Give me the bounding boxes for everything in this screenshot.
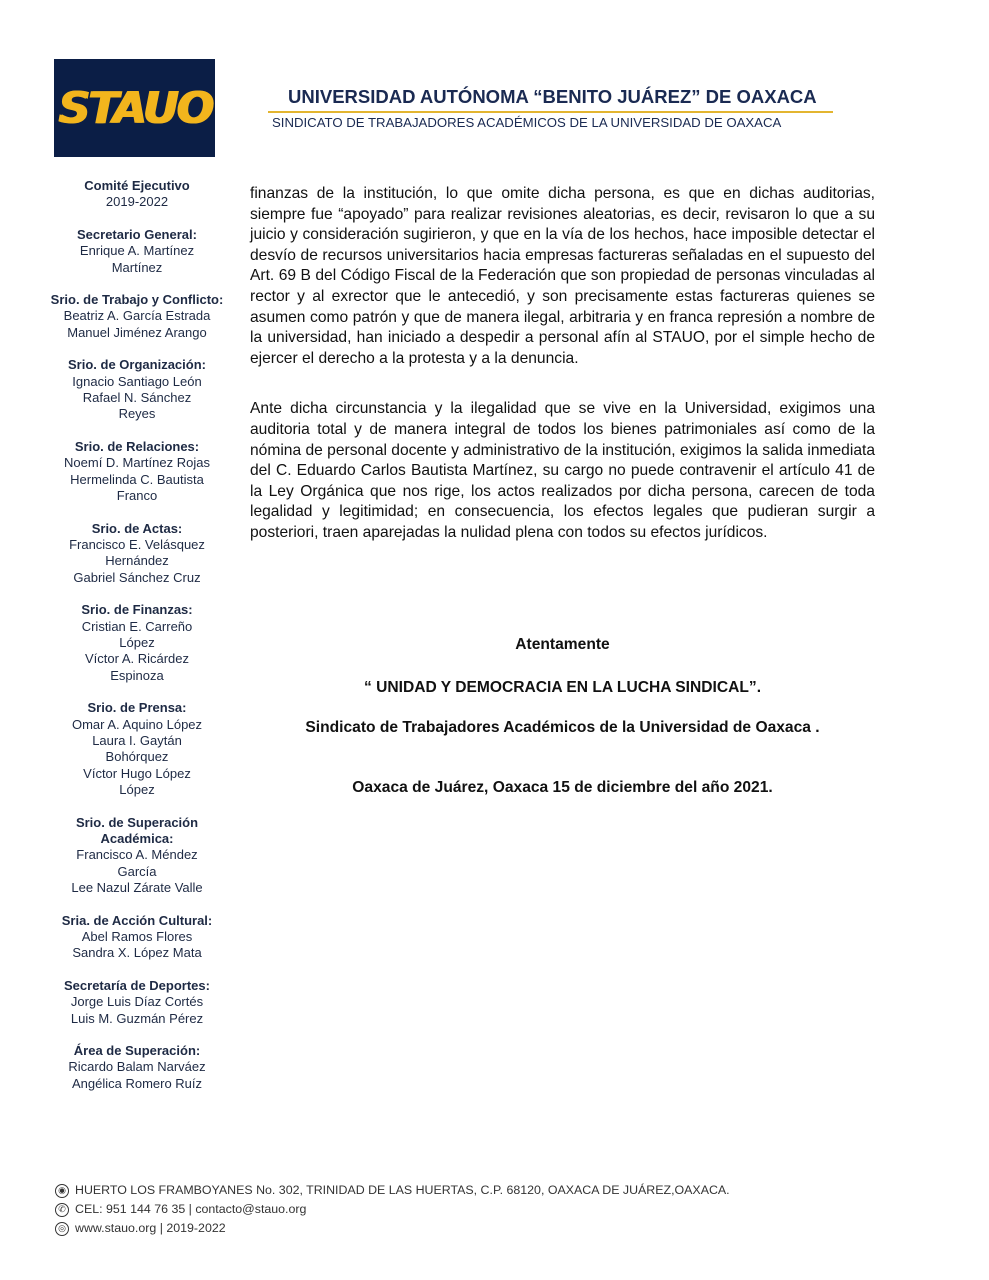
committee-member-name: Ricardo Balam Narváez	[68, 1059, 206, 1075]
committee-member-name: Luis M. Guzmán Pérez	[70, 1010, 204, 1026]
committee-group	[46, 521, 228, 587]
committee-member-name: Martínez	[111, 259, 163, 275]
committee-group	[46, 815, 228, 897]
committee-group	[46, 178, 228, 211]
committee-group	[46, 978, 228, 1027]
committee-member-name: Abel Ramos Flores	[81, 929, 193, 945]
committee-member-name: Jorge Luis Díaz Cortés	[70, 994, 204, 1010]
executive-committee-sidebar	[46, 178, 228, 1108]
committee-member-name: Rafael N. Sánchez	[82, 390, 192, 406]
committee-member-name: Manuel Jiménez Arango	[67, 324, 207, 340]
committee-member-name: García	[117, 863, 157, 879]
committee-member-name: Espinoza	[110, 667, 164, 683]
committee-member-name: Gabriel Sánchez Cruz	[73, 569, 201, 585]
committee-group	[46, 439, 228, 505]
committee-role-title: Sria. de Acción Cultural:	[61, 912, 213, 928]
committee-member-name: López	[119, 782, 155, 798]
footer-phone: CEL: 951 144 76 35 | contacto@stauo.org	[75, 1202, 307, 1216]
organization-signature: Sindicato de Trabajadores Académicos de la Universidad de Oaxaca .	[305, 719, 820, 736]
committee-group	[46, 227, 228, 276]
committee-member-name: 2019-2022	[105, 194, 169, 210]
committee-group	[46, 1043, 228, 1092]
committee-member-name: Bohórquez	[105, 749, 169, 765]
footer-address: HUERTO LOS FRAMBOYANES No. 302, TRINIDAD DE LAS HUERTAS, C.P. 68120, OAXACA DE JUÁREZ,OAXACA.	[75, 1183, 730, 1197]
stauo-logo	[54, 59, 215, 157]
committee-member-name: Ignacio Santiago León	[72, 373, 202, 389]
committee-member-name: Franco	[116, 488, 158, 504]
footer-web-row	[55, 1219, 730, 1238]
footer-phone-row	[55, 1200, 730, 1219]
committee-group	[46, 602, 228, 684]
committee-role-title: Srio. de Prensa:	[87, 700, 187, 716]
committee-role-title: Srio. de Organización:	[68, 357, 206, 373]
committee-role-title: Área de Superación:	[73, 1043, 201, 1059]
committee-member-name: Lee Nazul Zárate Valle	[71, 880, 203, 896]
motto: “ UNIDAD Y DEMOCRACIA EN LA LUCHA SINDICAL”.	[363, 679, 762, 696]
body-paragraph-2: Ante dicha circunstancia y la ilegalidad que se vive en la Universidad, exigimos una auditoria total y de manera integral de todos los bienes patrimoniales así como de la nómina de personal docente y administrativo de la institución, exigimos la salida inmediata del C. Eduardo Carlos Bautista Martínez, su cargo no puede contravenir el artículo 41 de la Ley Orgánica que nos rige, los actos realizados por dicha persona, carecen de toda legalidad y legitimidad; en consecuencia, los efectos legales que pudieran surgir a posteriori, traen aparejadas la nulidad plena con todos su efectos jurídicos.	[250, 400, 875, 541]
letter-body	[250, 184, 875, 544]
committee-member-name: Laura I. Gaytán	[92, 732, 182, 748]
committee-role-title: Srio. de Trabajo y Conflicto:	[50, 292, 224, 308]
committee-member-name: Francisco A. Méndez	[76, 847, 198, 863]
committee-member-name: Hernández	[105, 553, 169, 569]
committee-member-name: Angélica Romero Ruíz	[71, 1075, 203, 1091]
committee-member-name: Francisco E. Velásquez	[69, 536, 205, 552]
committee-group	[46, 913, 228, 962]
salutation: Atentamente	[515, 636, 610, 653]
committee-group	[46, 700, 228, 798]
union-subtitle: SINDICATO DE TRABAJADORES ACADÉMICOS DE LA UNIVERSIDAD DE OAXACA	[272, 115, 782, 130]
committee-group	[46, 357, 228, 423]
committee-role-title: Srio. de Relaciones:	[74, 438, 200, 454]
committee-member-name: Víctor A. Ricárdez	[84, 651, 190, 667]
committee-member-name: Noemí D. Martínez Rojas	[64, 455, 210, 471]
committee-member-name: Beatriz A. García Estrada	[63, 308, 211, 324]
committee-member-name: Víctor Hugo López	[83, 765, 191, 781]
committee-role-title: Secretario General:	[77, 226, 197, 242]
logo-text: STAUO	[57, 82, 212, 134]
header-divider	[268, 111, 833, 113]
phone-icon: ✆	[55, 1203, 69, 1217]
location-pin-icon: ◉	[55, 1184, 69, 1198]
footer-address-row	[55, 1181, 730, 1200]
committee-role-title: Srio. de Finanzas:	[81, 602, 193, 618]
committee-role-title: Srio. de Superación Académica:	[75, 814, 199, 846]
committee-member-name: Cristian E. Carreño	[81, 618, 193, 634]
committee-member-name: Hermelinda C. Bautista	[70, 471, 204, 487]
committee-member-name: Sandra X. López Mata	[72, 945, 202, 961]
footer	[55, 1181, 730, 1238]
committee-member-name: López	[119, 634, 155, 650]
place-date: Oaxaca de Juárez, Oaxaca 15 de diciembre del año 2021.	[352, 779, 773, 796]
committee-member-name: Reyes	[118, 406, 156, 422]
committee-role-title: Comité Ejecutivo	[84, 178, 190, 193]
committee-member-name: Enrique A. Martínez	[79, 243, 195, 259]
globe-icon: ◎	[55, 1222, 69, 1236]
footer-web: www.stauo.org | 2019-2022	[75, 1221, 226, 1235]
committee-role-title: Secretaría de Deportes:	[64, 977, 210, 993]
committee-member-name: Omar A. Aquino López	[71, 716, 203, 732]
committee-role-title: Srio. de Actas:	[91, 520, 183, 536]
university-title: UNIVERSIDAD AUTÓNOMA “BENITO JUÁREZ” DE OAXACA	[288, 86, 817, 107]
committee-group	[46, 292, 228, 341]
body-paragraph-1: finanzas de la institución, lo que omite dicha persona, es que en dichas auditorias, siempre fue “apoyado” para realizar revisiones aleatorias, es decir, revisaron lo que a su juicio y consideración sugirieron, y que en la vía de los hechos, hace imposible detectar el desvío de recursos universitarios hacia empresas factureras señaladas en el supuesto del Art. 69 B del Código Fiscal de la Federación que son propiedad de personas vinculadas al rector y al exrector que le antecedió, y son precisamente estas factureras quienes se asumen como patrón y que de manera ilegal, arbitraria y en franca represión a nombre de la universidad, han iniciado a despedir a personal afín al STAUO, por el simple hecho de ejercer el derecho a la protesta y a la denuncia.	[250, 185, 875, 367]
